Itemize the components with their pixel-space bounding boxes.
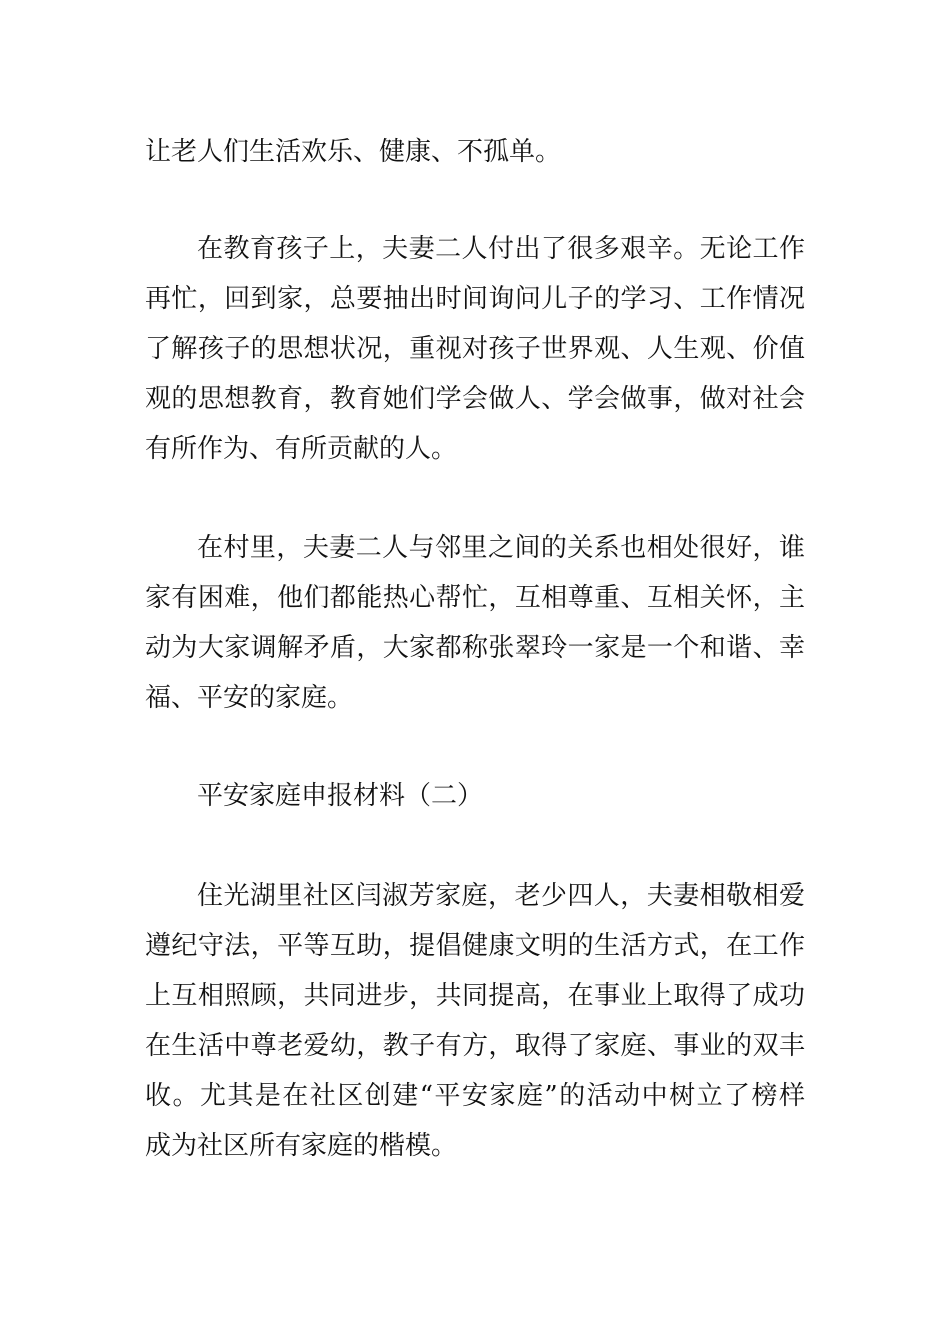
paragraph-5-line-6: 成为社区所有家庭的楷模。	[145, 1131, 458, 1161]
paragraph-5-line-1: 住光湖里社区闫淑芳家庭，老少四人，夫妻相敬相爱	[197, 881, 805, 911]
paragraph-2-line-5: 有所作为、有所贡献的人。	[145, 434, 458, 464]
paragraph-2-line-1: 在教育孩子上，夫妻二人付出了很多艰辛。无论工作	[197, 234, 805, 264]
paragraph-3-line-4: 福、平安的家庭。	[145, 683, 354, 713]
paragraph-5-line-4: 在生活中尊老爱幼，教子有方，取得了家庭、事业的双丰	[145, 1031, 805, 1061]
paragraph-2-line-2: 再忙，回到家，总要抽出时间询问儿子的学习、工作情况	[145, 284, 805, 314]
paragraph-3-line-2: 家有困难，他们都能热心帮忙，互相尊重、互相关怀，主	[145, 583, 805, 613]
paragraph-1-line-1: 让老人们生活欢乐、健康、不孤单。	[145, 137, 562, 167]
paragraph-3-line-3: 动为大家调解矛盾，大家都称张翠玲一家是一个和谐、幸	[145, 633, 805, 663]
section-heading: 平安家庭申报材料（二）	[197, 781, 484, 811]
paragraph-5-line-2: 遵纪守法，平等互助，提倡健康文明的生活方式，在工作	[145, 931, 805, 961]
paragraph-2-line-3: 了解孩子的思想状况，重视对孩子世界观、人生观、价值	[145, 334, 805, 364]
paragraph-2-line-4: 观的思想教育，教育她们学会做人、学会做事，做对社会	[145, 384, 805, 414]
paragraph-3-line-1: 在村里，夫妻二人与邻里之间的关系也相处很好，谁	[197, 533, 805, 563]
paragraph-5-line-5: 收。尤其是在社区创建“平安家庭”的活动中树立了榜样	[145, 1081, 805, 1111]
paragraph-5-line-3: 上互相照顾，共同进步，共同提高，在事业上取得了成功	[145, 981, 805, 1011]
